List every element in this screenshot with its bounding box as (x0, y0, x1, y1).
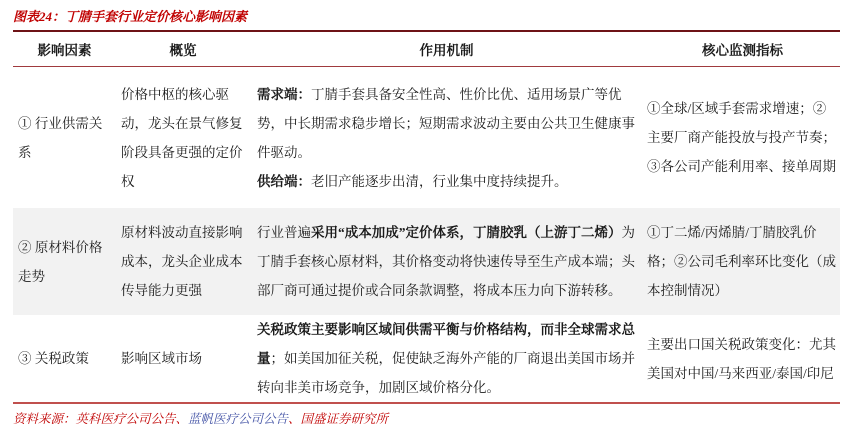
mechanism-demand-text: 丁腈手套具备安全性高、性价比优、适用场景广等优势，中长期需求稳步增长；短期需求波动主要由公共卫生健康事件驱动。 (257, 86, 635, 160)
column-header-overview: 概览 (169, 43, 197, 58)
mechanism-cost-pre: 行业普遍 (257, 225, 311, 240)
mechanism-supply-text: 老旧产能逐步出清，行业集中度持续提升。 (311, 173, 568, 189)
source-link-lanfan[interactable]: 蓝帆医疗公司公告 (188, 412, 289, 426)
cell-factor: ③ 关税政策 (18, 351, 89, 366)
cell-factor: ① 行业供需关系 (18, 115, 103, 160)
source-prefix: 资料来源： (13, 412, 76, 426)
table-header-row (13, 32, 840, 67)
mechanism-paragraph-tariff (257, 315, 636, 402)
cell-mechanism (254, 218, 644, 305)
cell-indicators: 主要出口国关税政策变化：尤其美国对中国/马来西亚/泰国/印尼 (647, 336, 836, 381)
cell-overview: 原材料波动直接影响成本，龙头企业成本传导能力更强 (121, 225, 243, 298)
mechanism-supply-label: 供给端： (257, 173, 311, 189)
cell-overview: 影响区域市场 (121, 351, 202, 366)
cell-mechanism (254, 80, 644, 196)
mechanism-paragraph-supply (257, 167, 636, 196)
mechanism-paragraph-demand (257, 80, 636, 167)
figure-title: 图表24：丁腈手套行业定价核心影响因素 (13, 9, 248, 24)
mechanism-tariff-bold: 关税政策主要影响区域间供需平衡与价格结构，而非全球需求总量 (257, 322, 635, 366)
cell-mechanism (254, 315, 644, 402)
table-row-raw-materials (13, 208, 840, 315)
column-header-indicators: 核心监测指标 (702, 43, 783, 58)
source-note (13, 404, 840, 427)
mechanism-demand-label: 需求端： (257, 86, 311, 102)
source-item-yingke: 英科医疗公司公告、 (75, 412, 189, 426)
mechanism-cost-bold: 采用“成本加成”定价体系，丁腈胶乳（上游丁二烯） (311, 225, 622, 240)
mechanism-tariff-post: ；如美国加征关税，促使缺乏海外产能的厂商退出美国市场并转向非美市场竞争，加剧区域价格分化。 (257, 351, 635, 395)
column-header-factor: 影响因素 (37, 43, 92, 58)
cell-indicators: ①丁二烯/丙烯腈/丁腈胶乳价格；②公司毛利率环比变化（成本控制情况） (647, 225, 836, 298)
table-row-tariff-policy (13, 315, 840, 402)
cell-overview: 价格中枢的核心驱动，龙头在景气修复阶段具备更强的定价权 (121, 86, 243, 189)
table-row-supply-demand (13, 67, 840, 208)
pricing-factors-table (13, 30, 840, 404)
mechanism-cost-post: 为丁腈手套核心原材料，其价格变动将快速传导至生产成本端；头部厂商可通过提价或合同条款调整，将成本压力向下游转移。 (257, 225, 635, 298)
mechanism-paragraph-cost (257, 218, 636, 305)
column-header-mechanism: 作用机制 (419, 43, 474, 58)
cell-factor: ② 原材料价格走势 (18, 239, 103, 284)
cell-indicators: ①全球/区域手套需求增速；②主要厂商产能投放与投产节奏；③各公司产能利用率、接单周期 (647, 101, 836, 174)
source-item-guosheng: 、国盛证券研究所 (288, 412, 389, 426)
